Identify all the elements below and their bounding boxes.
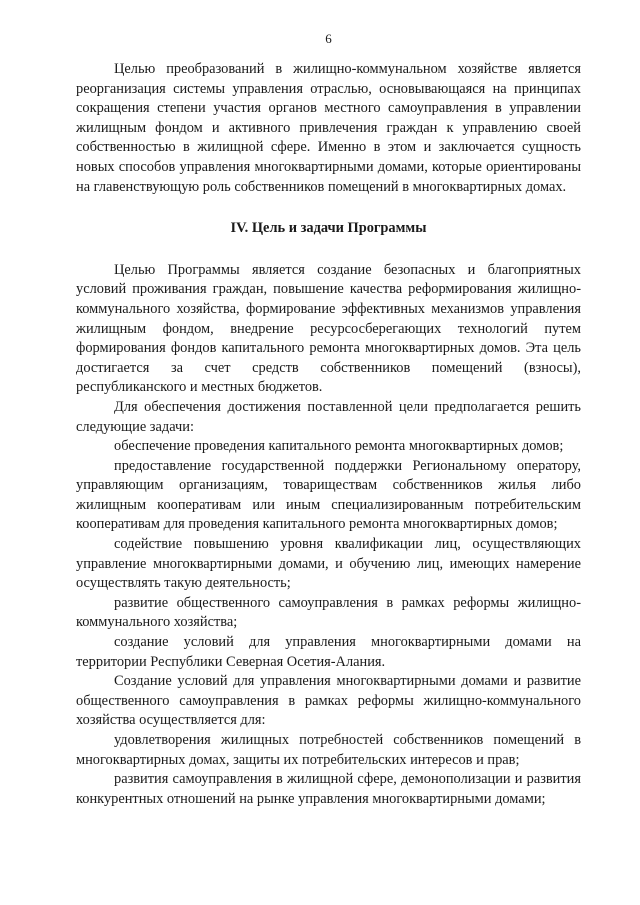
paragraph-purposes-intro: Создание условий для управления многоквартирными домами и развитие общественного самоуправления в рамках реформы жилищно-коммунального хозяйства осуществляется для: xyxy=(76,673,581,729)
section-heading: IV. Цель и задачи Программы xyxy=(230,220,427,237)
purpose-item-housing-needs: удовлетворения жилищных потребностей собственников помещений в многоквартирных домах, защиты их потребительских интересов и прав; xyxy=(76,732,581,768)
intro-paragraph: Целью преобразований в жилищно-коммунальном хозяйстве является реорганизация системы управления отраслью, основывающаяся на принципах сокращения степени участия органов местного самоуправления в управлении жилищным фондом и активного привлечения граждан к управлению своей собственностью в жилищной сфере. Именно в этом и заключается сущность новых способов управления многоквартирными домами, которые ориентированы на главенствующую роль собственников помещений в многоквартирных домах. xyxy=(76,61,581,195)
task-item-qualification: содействие повышению уровня квалификации лиц, осуществляющих управление многоквартирными домами, и обучению лиц, имеющих намерение осуществлять такую деятельность; xyxy=(76,536,581,592)
task-item-management-conditions: создание условий для управления многоквартирными домами на территории Республики Северная Осетия-Алания. xyxy=(76,634,581,670)
paragraph-tasks-intro: Для обеспечения достижения поставленной цели предполагается решить следующие задачи: xyxy=(76,398,581,435)
task-item-self-government: развитие общественного самоуправления в рамках реформы жилищно-коммунального хозяйства; xyxy=(76,594,581,631)
page-number: 6 xyxy=(325,31,332,46)
document-page xyxy=(76,30,581,809)
task-item-state-support: предоставление государственной поддержки Региональному оператору, управляющим организациям, товариществам собственников жилья либо жилищным кооперативам или иным специализированным потребительским кооперативам для проведения капитального ремонта многоквартирных домов; xyxy=(76,457,581,533)
paragraph-goal: Целью Программы является создание безопасных и благоприятных условий проживания граждан, повышение качества реформирования жилищно-коммунального хозяйства, формирование эффективных механизмов управления жилищным фондом, внедрение ресурсосберегающих технологий путем формирования фондов капитального ремонта многоквартирных домов. Эта цель достигается за счет средств собственников помещений (взносы), республиканского и местных бюджетов. xyxy=(76,261,581,396)
task-item-capital-repair: обеспечение проведения капитального ремонта многоквартирных домов; xyxy=(114,438,564,455)
purpose-item-competition: развития самоуправления в жилищной сфере, демонополизации и развития конкурентных отношений на рынке управления многоквартирными домами; xyxy=(76,771,581,807)
